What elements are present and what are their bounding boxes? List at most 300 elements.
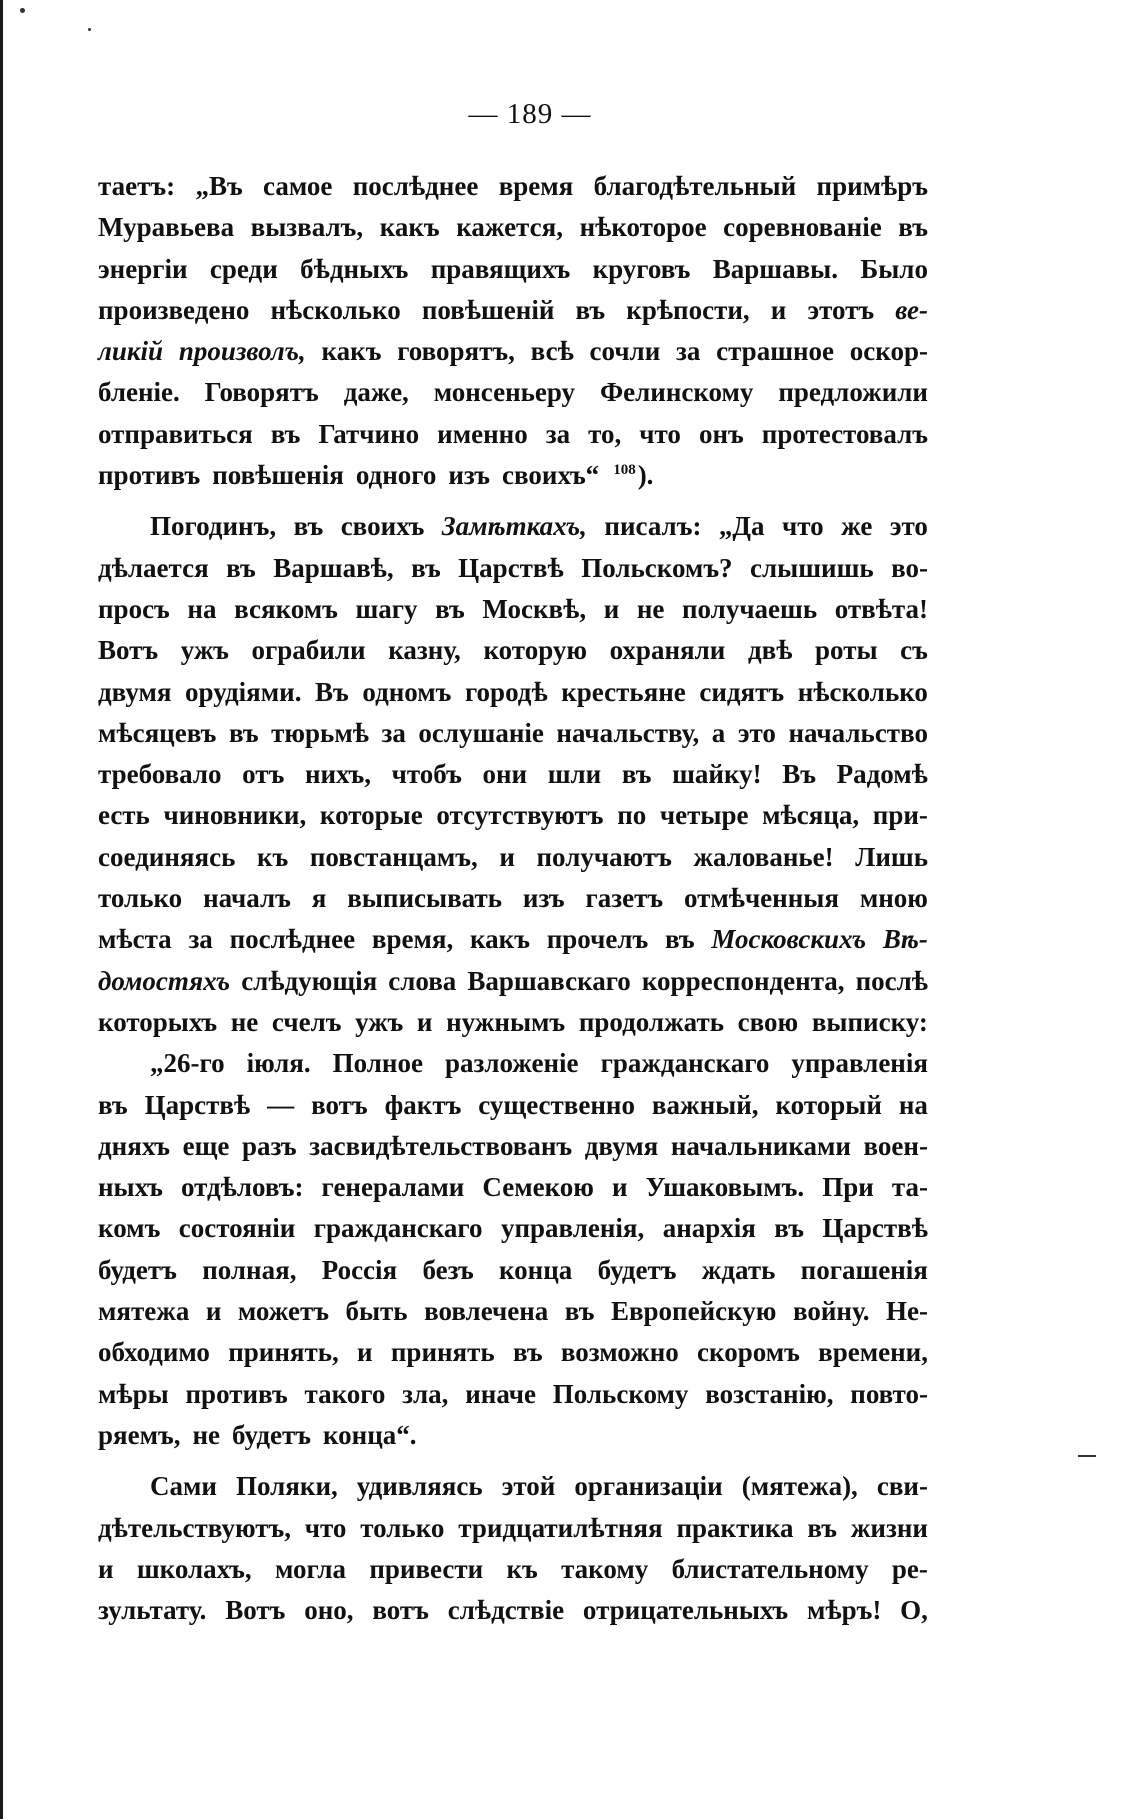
word: Лишь — [855, 841, 928, 872]
text-line — [98, 249, 928, 290]
word: генералами — [321, 1172, 465, 1203]
word: казну, — [388, 635, 461, 666]
word: что — [781, 511, 824, 542]
word: на — [187, 593, 217, 624]
word: слова — [388, 965, 457, 996]
word: есть — [98, 800, 150, 831]
word: слышишь — [750, 552, 874, 583]
word: въ — [807, 1512, 838, 1543]
word: Варшавы. — [712, 253, 838, 284]
word: этой — [501, 1471, 556, 1502]
word: отвѣта! — [834, 593, 928, 624]
word: какъ — [470, 924, 530, 955]
text-line — [98, 1085, 928, 1126]
word: Радомѣ — [836, 759, 928, 790]
word: ре- — [891, 1553, 928, 1584]
word: сидятъ — [699, 676, 785, 707]
word: Европейскую — [610, 1296, 777, 1327]
word-italic: домостяхъ — [98, 965, 231, 996]
word: ). — [637, 460, 654, 491]
word: конца“. — [322, 1419, 417, 1450]
text-line — [98, 1590, 928, 1631]
word: писалъ: — [604, 511, 702, 542]
word: повѣшеній — [421, 294, 555, 325]
word: сви- — [876, 1471, 928, 1502]
scan-speck — [20, 8, 25, 13]
word: орудіями. — [185, 676, 302, 707]
word: шли — [547, 759, 602, 790]
word-italic: Московскихъ — [711, 924, 867, 955]
word: Не- — [886, 1296, 928, 1327]
word: ужъ — [180, 635, 229, 666]
word: послѣ — [855, 965, 928, 996]
word: въ — [435, 593, 465, 624]
footnote-number: 108 — [613, 462, 636, 479]
word: такому — [561, 1553, 649, 1584]
word: важный, — [651, 1089, 759, 1120]
text-line — [98, 1208, 928, 1249]
word: нѣсколько — [270, 294, 401, 325]
page-number: — 189 — — [468, 98, 592, 130]
text-line — [98, 1043, 928, 1084]
word: они — [482, 759, 528, 790]
word: анархія — [662, 1213, 756, 1244]
text-line — [98, 1549, 928, 1590]
word: кажется, — [456, 212, 563, 243]
paragraph — [98, 166, 928, 496]
word: такого — [304, 1378, 386, 1409]
word-italic: ве- — [895, 294, 928, 325]
word: нѣкоторое — [579, 212, 707, 243]
word: не — [636, 593, 665, 624]
text-line — [98, 795, 928, 836]
word: (мятежа), — [741, 1471, 858, 1502]
word: практика — [676, 1512, 794, 1543]
word: на — [898, 1089, 928, 1120]
word: въ — [898, 212, 928, 243]
word: противъ — [185, 1378, 288, 1409]
word: войну. — [792, 1296, 870, 1327]
text-line — [98, 713, 928, 754]
text-line — [98, 878, 928, 919]
word: какъ — [379, 212, 440, 243]
text-line — [98, 372, 928, 413]
scan-left-edge — [0, 0, 3, 1819]
word: корреспондента, — [641, 965, 845, 996]
word: повто- — [850, 1378, 928, 1409]
word: „Да — [718, 511, 765, 542]
word: можетъ — [237, 1296, 329, 1327]
word: противъ — [98, 460, 201, 491]
word: Полное — [332, 1048, 423, 1079]
quotation-paragraph — [98, 1043, 928, 1456]
word: отдѣловъ: — [180, 1172, 304, 1203]
word: и — [416, 1006, 433, 1037]
word: за — [676, 336, 701, 367]
word: іюля. — [246, 1048, 311, 1079]
word: при- — [872, 800, 928, 831]
word: зультату. — [98, 1595, 207, 1626]
word: мѣсяца, — [762, 800, 860, 831]
word: безъ — [422, 1254, 474, 1285]
text-line — [98, 1002, 928, 1043]
word: мѣста — [98, 924, 172, 955]
word: управленія — [791, 1048, 928, 1079]
word: двумя — [98, 676, 172, 707]
word: которую — [483, 635, 587, 666]
word: Вотъ — [225, 1595, 286, 1626]
word: воен- — [863, 1130, 928, 1161]
word: таетъ: — [98, 171, 176, 201]
word: та- — [891, 1172, 928, 1203]
word: шагу — [355, 593, 418, 624]
text-body — [98, 166, 928, 1631]
word: управленія, — [500, 1213, 645, 1244]
text-line — [98, 548, 928, 589]
word-italic: Замѣткахъ, — [441, 511, 587, 542]
word: это — [737, 717, 776, 748]
paragraph — [98, 506, 928, 1043]
text-line — [98, 1332, 928, 1373]
word: и — [603, 593, 620, 624]
word: принять — [390, 1337, 495, 1368]
word: еще — [182, 1130, 230, 1161]
word: и — [770, 294, 787, 325]
word: мятежа — [98, 1296, 190, 1327]
word: своихъ“ — [502, 460, 600, 491]
word: ограбили — [251, 635, 366, 666]
text-line — [98, 1167, 928, 1208]
word: по — [617, 800, 647, 831]
text-line — [98, 919, 928, 960]
word: во- — [891, 552, 928, 583]
word: слѣдствіе — [447, 1595, 565, 1626]
word: это — [889, 511, 928, 542]
word: Царствѣ — [822, 1213, 928, 1244]
word: въ — [564, 1296, 595, 1327]
word: повѣшенія — [212, 460, 344, 491]
word: съ — [900, 635, 928, 666]
word: будетъ — [232, 1419, 311, 1450]
word: послѣднее — [229, 924, 356, 955]
word: вызвалъ, — [250, 212, 364, 243]
text-line — [98, 961, 928, 1002]
word: послѣднее — [352, 171, 479, 201]
text-line — [98, 207, 928, 248]
word: изъ — [522, 883, 565, 914]
word: которые — [319, 800, 423, 831]
word: гражданскаго — [313, 1213, 483, 1244]
word: время — [498, 171, 574, 201]
word: и — [499, 841, 515, 872]
text-line — [98, 754, 928, 795]
word: изъ — [448, 460, 491, 491]
word: соревнованіе — [723, 212, 882, 243]
word: Сами — [150, 1471, 217, 1502]
word: ряемъ, — [98, 1419, 181, 1450]
word: зла, — [402, 1378, 449, 1409]
word: въ — [575, 294, 606, 325]
word: вовлечена — [424, 1296, 549, 1327]
word: въ — [228, 717, 259, 748]
word: удивляясь — [356, 1471, 483, 1502]
text-line — [98, 290, 928, 331]
word: онъ — [698, 418, 744, 449]
word: отмѣченныя — [683, 883, 839, 914]
word: мѣръ! — [806, 1595, 882, 1626]
word: отсутствуютъ — [436, 800, 604, 831]
word: даже, — [343, 377, 409, 408]
word-italic: Вѣ- — [882, 924, 928, 955]
word: сочли — [589, 336, 661, 367]
word: конца — [498, 1254, 573, 1285]
word: нихъ, — [304, 759, 372, 790]
word: тюрьмѣ — [271, 717, 369, 748]
word: двумя — [584, 1130, 659, 1161]
word: ужъ — [355, 1006, 404, 1037]
text-line — [98, 1374, 928, 1415]
word: въ — [293, 511, 324, 542]
text-line — [98, 837, 928, 878]
word: блистательному — [671, 1553, 869, 1584]
word: и — [205, 1296, 222, 1327]
word: получаютъ — [536, 841, 672, 872]
word: только — [360, 1512, 445, 1543]
word: — — [267, 1089, 295, 1120]
word: О, — [900, 1595, 928, 1626]
word: получаешь — [681, 593, 818, 624]
word: обходимо — [98, 1337, 210, 1368]
word: засвидѣтельствованъ — [309, 1130, 573, 1161]
word: не — [230, 1006, 259, 1037]
word: Погодинъ, — [150, 511, 277, 542]
word: отрицательныхъ — [582, 1595, 789, 1626]
word: то, — [588, 418, 622, 449]
word: организаціи — [574, 1471, 723, 1502]
word: счелъ — [271, 1006, 342, 1037]
word: дѣлается — [98, 552, 209, 583]
paragraph-gap — [98, 1456, 928, 1466]
word: въ — [411, 552, 441, 583]
word: начальство — [788, 717, 928, 748]
word: Польскому — [552, 1378, 689, 1409]
word: городѣ — [464, 676, 548, 707]
text-line — [98, 1466, 928, 1507]
word: этотъ — [807, 294, 875, 325]
word: Въ — [315, 676, 349, 707]
word: роты — [815, 635, 878, 666]
word: газетъ — [585, 883, 664, 914]
text-line — [98, 589, 928, 630]
word: состояніи — [178, 1213, 296, 1244]
word: Говорятъ — [204, 377, 319, 408]
word: дѣтельствуютъ, — [98, 1512, 291, 1543]
word: монсеньеру — [433, 377, 576, 408]
word: фактъ — [384, 1089, 462, 1120]
word: Варшавѣ, — [273, 552, 394, 583]
word: за — [545, 418, 571, 449]
word: энергіи — [98, 253, 188, 284]
word: вотъ — [311, 1089, 368, 1120]
word: самое — [263, 171, 333, 201]
word: мѣры — [98, 1378, 169, 1409]
word: Муравьева — [98, 212, 235, 243]
word: соединяясь — [98, 841, 236, 872]
scan-speck — [1078, 1455, 1096, 1457]
word: именно — [437, 418, 528, 449]
word: оно, — [304, 1595, 354, 1626]
word: Польскомъ? — [581, 552, 733, 583]
word: крѣпости, — [626, 294, 750, 325]
word: примѣръ — [816, 171, 928, 201]
word: чтобъ — [391, 759, 462, 790]
word: я — [311, 883, 327, 914]
word: какъ — [321, 336, 382, 367]
word: въ — [98, 1089, 128, 1120]
word: Въ — [782, 759, 817, 790]
word: и — [98, 1553, 114, 1584]
word: вотъ — [372, 1595, 429, 1626]
word: выписку: — [811, 1006, 928, 1037]
word: Ушаковымъ. — [645, 1172, 805, 1203]
word: въ — [621, 759, 652, 790]
word: протестовалъ — [761, 418, 928, 449]
word-italic: произволъ, — [178, 336, 306, 367]
text-line — [98, 1508, 928, 1549]
word: бленіе. — [98, 377, 180, 408]
word: къ — [256, 841, 289, 872]
word: При — [822, 1172, 874, 1203]
text-line — [98, 630, 928, 671]
word: ныхъ — [98, 1172, 163, 1203]
word: комъ — [98, 1213, 161, 1244]
word: нѣсколько — [797, 676, 928, 707]
word: школахъ, — [136, 1553, 252, 1584]
word: Царствѣ — [144, 1089, 251, 1120]
word: четыре — [659, 800, 749, 831]
word: Поляки, — [235, 1471, 338, 1502]
word: бѣдныхъ — [300, 253, 409, 284]
word: оскор- — [849, 336, 928, 367]
word: времени, — [818, 1337, 928, 1368]
word: Москвѣ, — [482, 593, 587, 624]
word: дняхъ — [98, 1130, 171, 1161]
word: круговъ — [592, 253, 691, 284]
word: возстанію, — [705, 1378, 834, 1409]
word: жизни — [850, 1512, 928, 1543]
word: всѣ — [530, 336, 574, 367]
word: Вотъ — [98, 635, 159, 666]
word: требовало — [98, 759, 222, 790]
word: тридцатилѣтняя — [458, 1512, 663, 1543]
word: нужнымъ — [446, 1006, 566, 1037]
word: Царствѣ — [458, 552, 564, 583]
word: погашенія — [800, 1254, 928, 1285]
word: разъ — [242, 1130, 297, 1161]
word: ждать — [701, 1254, 776, 1285]
word: прочелъ — [546, 924, 649, 955]
word: двѣ — [747, 635, 793, 666]
word: продолжать — [578, 1006, 724, 1037]
word: „Въ — [195, 171, 243, 201]
word: одномъ — [362, 676, 452, 707]
word: который — [775, 1089, 882, 1120]
word: шайку! — [672, 759, 762, 790]
word: не — [192, 1419, 221, 1450]
word: „26-го — [150, 1048, 225, 1079]
text-line — [98, 331, 928, 372]
word: отправиться — [98, 418, 253, 449]
text-line — [98, 455, 928, 496]
word: что — [639, 418, 681, 449]
word: гражданскаго — [600, 1048, 770, 1079]
word: Россія — [321, 1254, 398, 1285]
word: а — [711, 717, 726, 748]
word: чиновники, — [163, 800, 307, 831]
text-line — [98, 672, 928, 713]
word: въ — [774, 1213, 804, 1244]
text-line — [98, 1415, 928, 1456]
word: свою — [737, 1006, 799, 1037]
text-line — [98, 1126, 928, 1167]
word: скоромъ — [697, 1337, 800, 1368]
word: среди — [209, 253, 278, 284]
word: говорятъ, — [397, 336, 515, 367]
word: Фелинскому — [599, 377, 754, 408]
text-line — [98, 414, 928, 455]
word: за — [188, 924, 213, 955]
word: повстанцамъ, — [309, 841, 478, 872]
word: начальниками — [670, 1130, 851, 1161]
word: иначе — [465, 1378, 536, 1409]
word: будетъ — [98, 1254, 177, 1285]
word: одного — [355, 460, 437, 491]
word: къ — [506, 1553, 538, 1584]
word: въ — [664, 924, 695, 955]
word: время, — [371, 924, 454, 955]
word: произведено — [98, 294, 250, 325]
text-line — [98, 506, 928, 547]
word: Семекою — [482, 1172, 594, 1203]
word: принять, — [228, 1337, 339, 1368]
word: Было — [860, 253, 928, 284]
scan-speck — [88, 28, 91, 31]
word: всякомъ — [234, 593, 338, 624]
word: просъ — [98, 593, 170, 624]
word: крестьяне — [561, 676, 686, 707]
word: полная, — [202, 1254, 297, 1285]
text-line — [98, 1250, 928, 1291]
word: привести — [369, 1553, 484, 1584]
text-line — [98, 1291, 928, 1332]
word: могла — [274, 1553, 347, 1584]
paragraph — [98, 1466, 928, 1631]
word: Гатчино — [318, 418, 420, 449]
word: страшное — [716, 336, 835, 367]
word: ослушаніе — [418, 717, 544, 748]
word: въ — [270, 418, 301, 449]
word: разложеніе — [444, 1048, 579, 1079]
word: Варшавскаго — [467, 965, 631, 996]
word: и — [612, 1172, 628, 1203]
word: въ — [512, 1337, 543, 1368]
word: будетъ — [597, 1254, 677, 1285]
footnote-reference — [611, 455, 653, 496]
word: благодѣтельный — [593, 171, 797, 201]
word: выписывать — [347, 883, 503, 914]
word: слѣдующія — [241, 965, 378, 996]
word: что — [304, 1512, 347, 1543]
